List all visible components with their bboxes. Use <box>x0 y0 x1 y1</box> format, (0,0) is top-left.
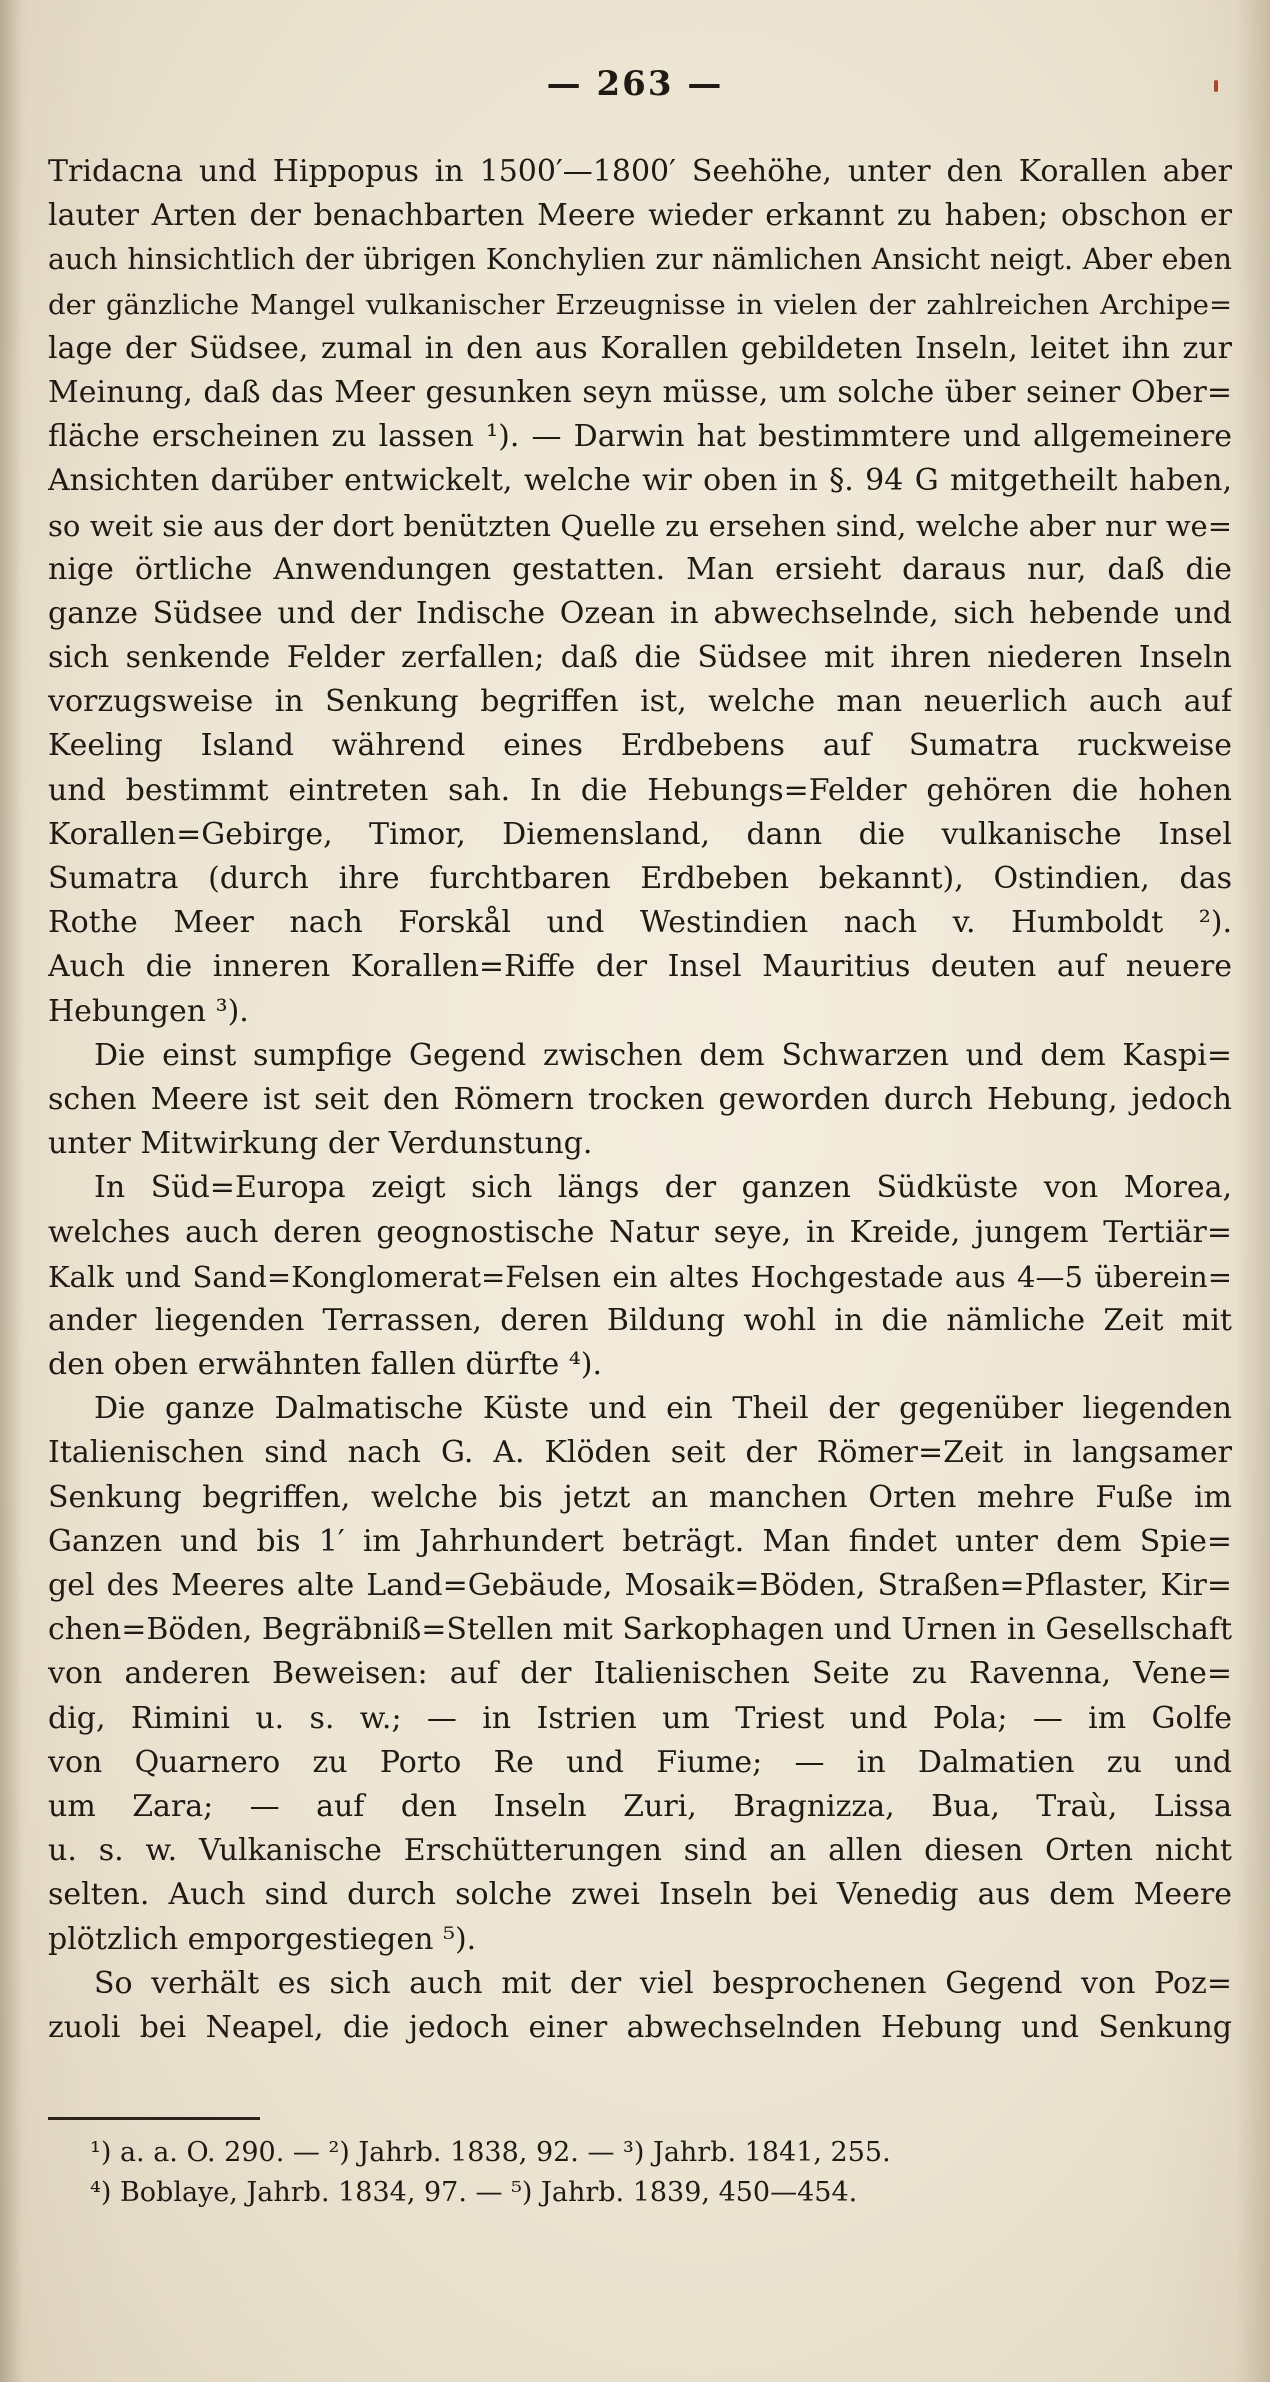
text-line: dig, Rimini u. s. w.; — in Istrien um Triest und Pola; — im Golfe <box>48 1700 1232 1736</box>
text-line: ander liegenden Terrassen, deren Bildung wohl in die nämliche Zeit mit <box>48 1302 1232 1338</box>
text-line: So verhält es sich auch mit der viel besprochenen Gegend von Poz= <box>94 1965 1232 2001</box>
text-line: unter Mitwirkung der Verdunstung. <box>48 1126 593 1162</box>
text-line: gel des Meeres alte Land=Gebäude, Mosaik=Böden, Straßen=Pflaster, Kir= <box>48 1568 1232 1603</box>
footnote-line: ⁴) Boblaye, Jahrb. 1834, 97. — ⁵) Jahrb. 1839, 450—454. <box>90 2177 858 2208</box>
text-line: u. s. w. Vulkanische Erschütterungen sind an allen diesen Orten nicht <box>48 1833 1232 1869</box>
text-line: Die einst sumpfige Gegend zwischen dem Schwarzen und dem Kaspi= <box>94 1037 1232 1073</box>
text-line: so weit sie aus der dort benützten Quelle zu ersehen sind, welche aber nur we= <box>48 508 1232 543</box>
text-line: Hebungen ³). <box>48 993 249 1029</box>
text-line: Tridacna und Hippopus in 1500′—1800′ Seehöhe, unter den Korallen aber <box>48 154 1232 189</box>
text-line: nige örtliche Anwendungen gestatten. Man ersieht daraus nur, daß die <box>48 551 1232 587</box>
text-line: selten. Auch sind durch solche zwei Inseln bei Venedig aus dem Meere <box>48 1877 1232 1913</box>
text-line: chen=Böden, Begräbniß=Stellen mit Sarkophagen und Urnen in Gesellschaft <box>48 1612 1232 1648</box>
text-line: Meinung, daß das Meer gesunken seyn müsse, um solche über seiner Ober= <box>48 374 1232 410</box>
text-line: Sumatra (durch ihre furchtbaren Erdbeben bekannt), Ostindien, das <box>48 861 1232 896</box>
text-line: Keeling Island während eines Erdbebens auf Sumatra ruckweise <box>48 728 1232 764</box>
text-line: Auch die inneren Korallen=Riffe der Insel Mauritius deuten auf neuere <box>48 949 1232 985</box>
text-line: Ganzen und bis 1′ im Jahrhundert beträgt. Man findet unter dem Spie= <box>48 1523 1232 1559</box>
text-line: zuoli bei Neapel, die jedoch einer abwechselnden Hebung und Senkung <box>48 2009 1232 2045</box>
text-line: um Zara; — auf den Inseln Zuri, Bragnizza, Bua, Traù, Lissa <box>48 1788 1232 1824</box>
page-edge-shadow <box>1236 0 1270 2382</box>
text-line: ganze Südsee und der Indische Ozean in abwechselnde, sich hebende und <box>48 595 1232 631</box>
text-line: In Süd=Europa zeigt sich längs der ganzen Südküste von Morea, <box>94 1170 1232 1206</box>
text-line: schen Meere ist seit den Römern trocken geworden durch Hebung, jedoch <box>48 1081 1232 1117</box>
text-line: von anderen Beweisen: auf der Italienischen Seite zu Ravenna, Vene= <box>48 1656 1232 1692</box>
text-line: Rothe Meer nach Forskål und Westindien nach v. Humboldt ²). <box>48 905 1232 941</box>
text-line: vorzugsweise in Senkung begriffen ist, welche man neuerlich auch auf <box>48 684 1232 720</box>
footnotes <box>70 2133 1170 2213</box>
text-line: den oben erwähnten fallen dürfte ⁴). <box>48 1347 603 1383</box>
text-line: und bestimmt eintreten sah. In die Hebungs=Felder gehören die hohen <box>48 772 1232 808</box>
text-line: von Quarnero zu Porto Re und Fiume; — in Dalmatien zu und <box>48 1744 1232 1780</box>
text-line: Die ganze Dalmatische Küste und ein Theil der gegenüber liegenden <box>94 1391 1232 1427</box>
text-line: fläche erscheinen zu lassen ¹). — Darwin hat bestimmtere und allgemeinere <box>48 419 1232 455</box>
text-line: sich senkende Felder zerfallen; daß die Südsee mit ihren niederen Inseln <box>48 640 1232 676</box>
text-line: welches auch deren geognostische Natur seye, in Kreide, jungem Tertiär= <box>48 1214 1232 1250</box>
binding-shadow <box>0 0 22 2382</box>
text-line: Senkung begriffen, welche bis jetzt an manchen Orten mehre Fuße im <box>48 1479 1232 1515</box>
text-line: Korallen=Gebirge, Timor, Diemensland, dann die vulkanische Insel <box>48 816 1232 852</box>
text-line: Kalk und Sand=Konglomerat=Felsen ein altes Hochgestade aus 4—5 überein= <box>48 1259 1232 1294</box>
text-line: der gänzliche Mangel vulkanischer Erzeugnisse in vielen der zahlreichen Archipe= <box>48 288 1232 321</box>
text-line: lage der Südsee, zumal in den aus Korallen gebildeten Inseln, leitet ihn zur <box>48 330 1232 366</box>
text-line: auch hinsichtlich der übrigen Konchylien zur nämlichen Ansicht neigt. Aber eben <box>48 243 1232 277</box>
footnote-line: ¹) a. a. O. 290. — ²) Jahrb. 1838, 92. — ³) Jahrb. 1841, 255. <box>90 2137 891 2168</box>
text-line: lauter Arten der benachbarten Meere wieder erkannt zu haben; obschon er <box>48 198 1232 234</box>
body-text <box>48 150 1232 2050</box>
page-number: — 263 — <box>546 64 724 104</box>
text-line: plötzlich emporgestiegen ⁵). <box>48 1921 477 1957</box>
footnote-divider <box>48 2117 260 2120</box>
text-line: Ansichten darüber entwickelt, welche wir oben in §. 94 G mitgetheilt haben, <box>48 463 1232 499</box>
text-line: Italienischen sind nach G. A. Klöden seit der Römer=Zeit in langsamer <box>48 1435 1232 1471</box>
